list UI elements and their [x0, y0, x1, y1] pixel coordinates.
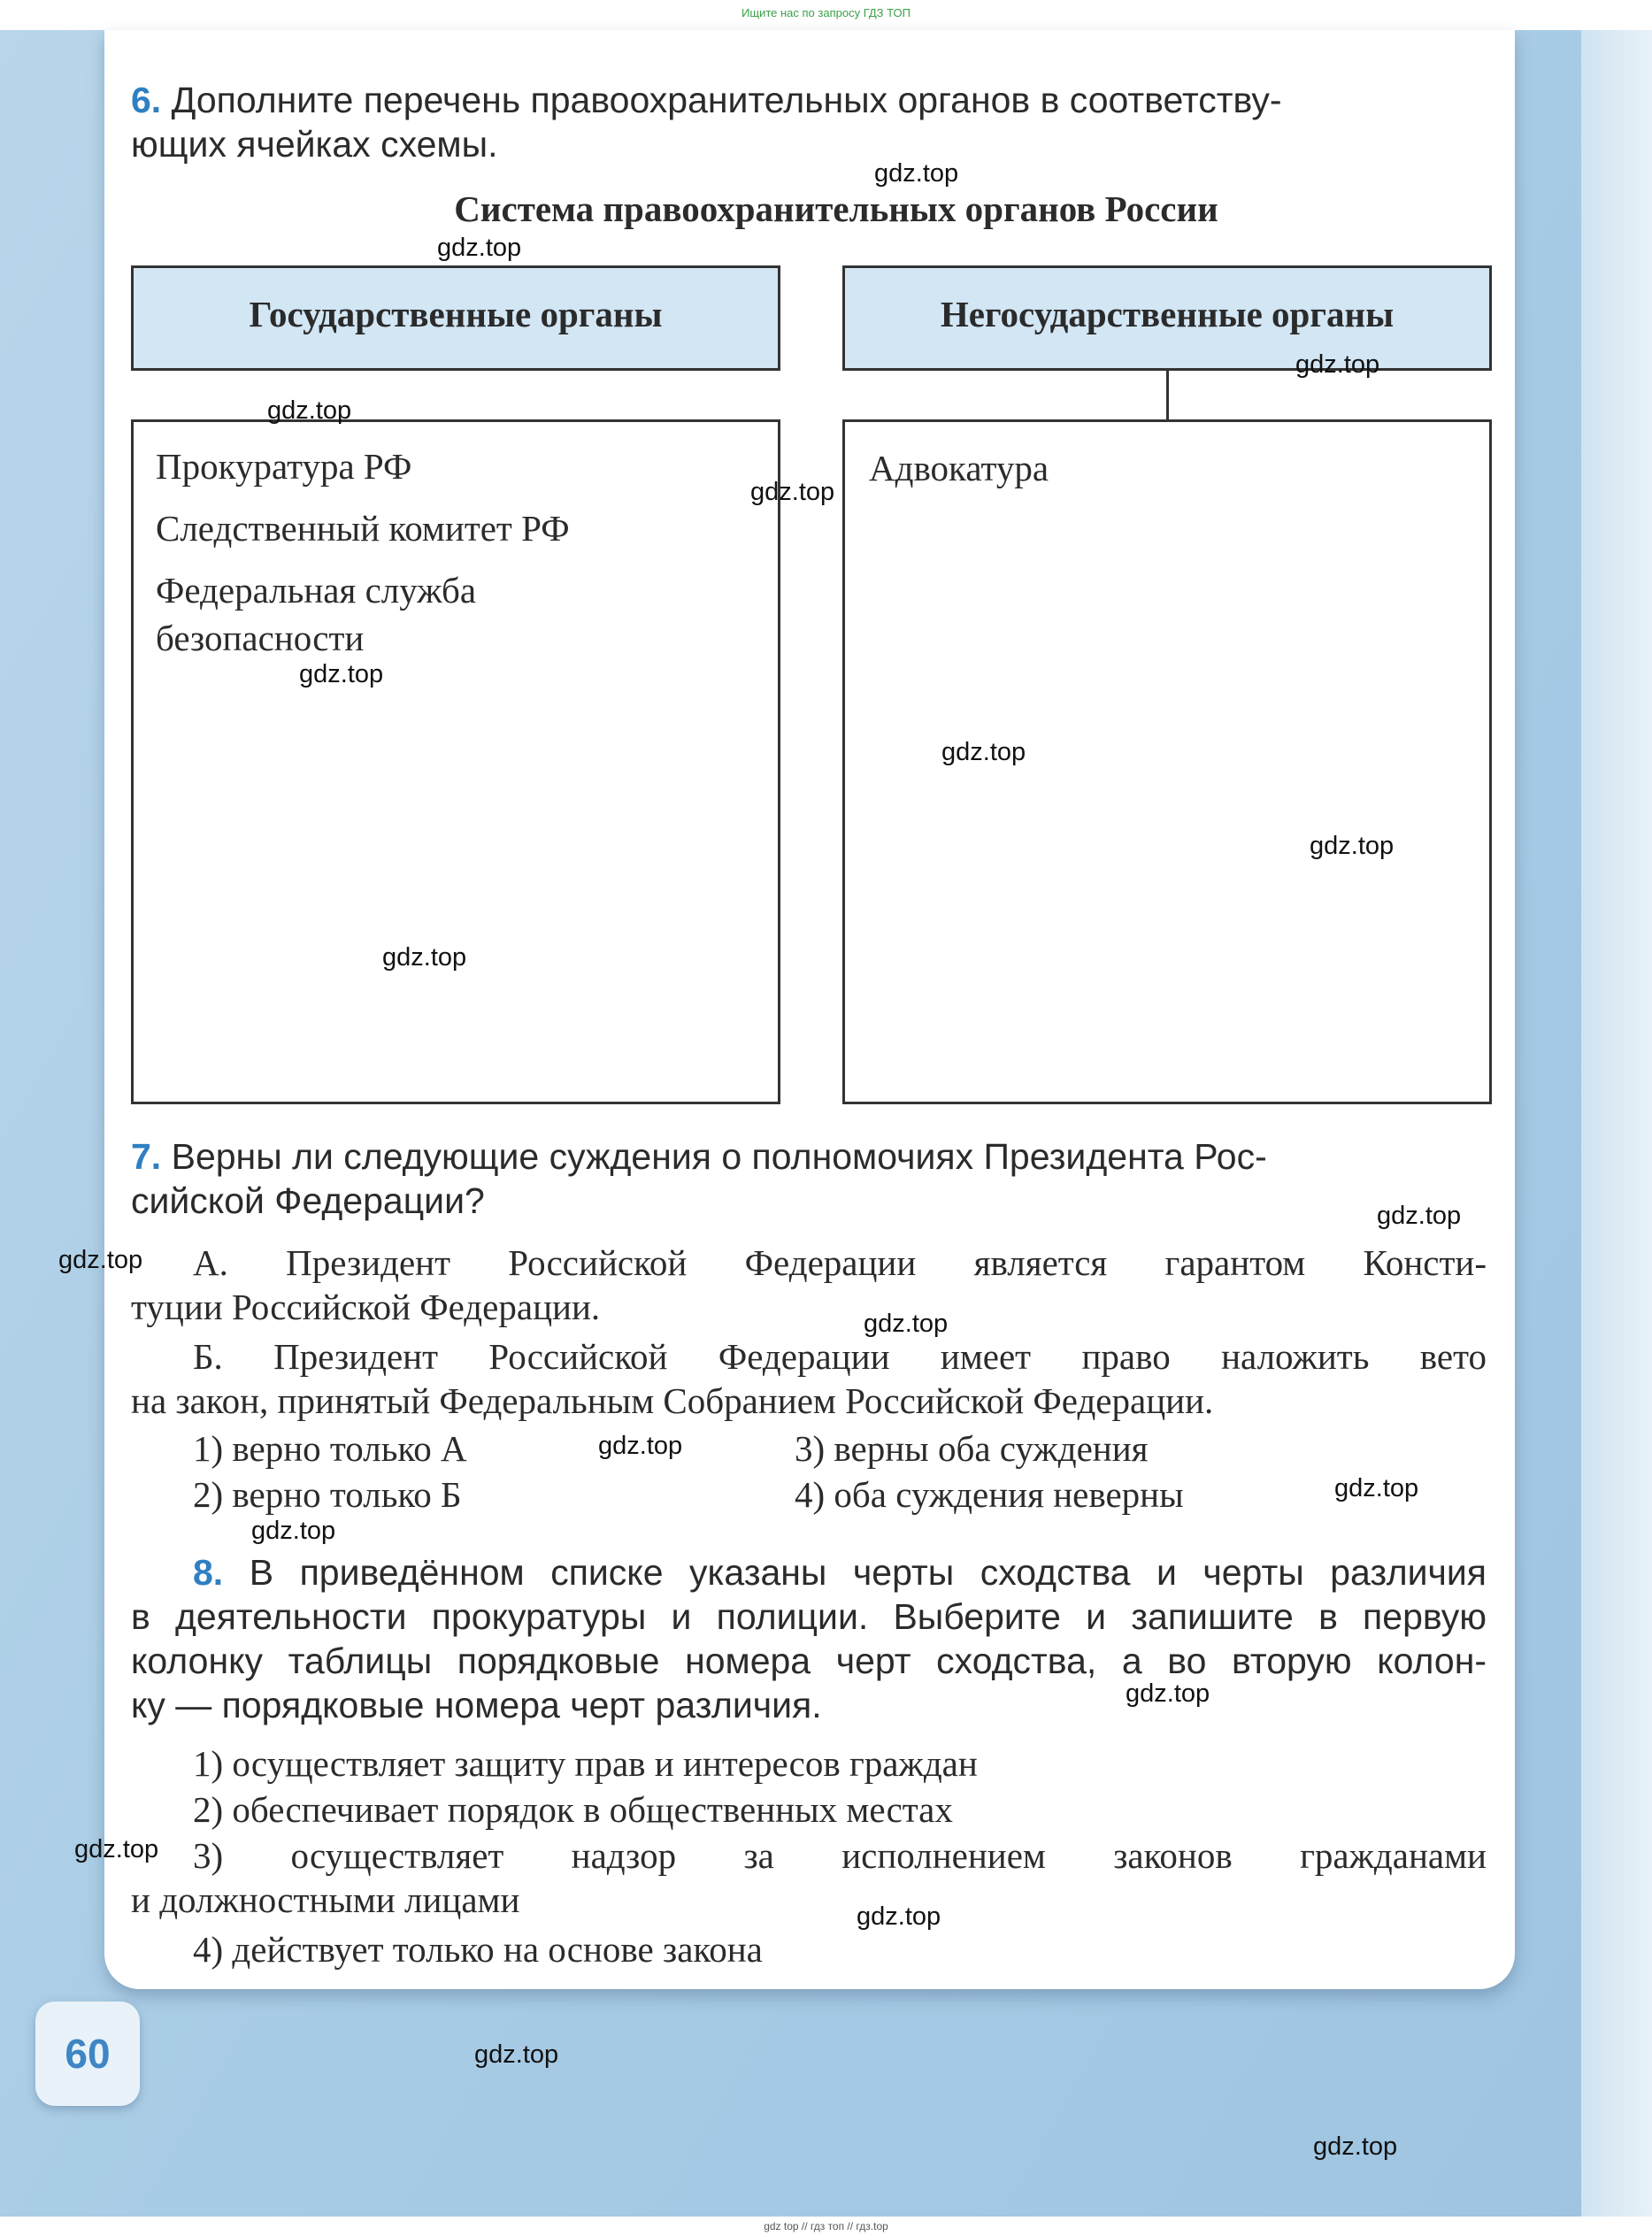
answer-option-2: 2) верно только Б — [193, 1474, 462, 1515]
nonstate-item-1: Адвокатура — [869, 448, 1049, 488]
watermark: gdz.top — [1313, 2132, 1398, 2161]
nonstate-organs-header — [842, 265, 1492, 371]
watermark: gdz.top — [437, 234, 522, 262]
state-organs-header-label: Государственные органы — [249, 294, 663, 334]
watermark: gdz.top — [74, 1835, 159, 1863]
bottom-banner: gdz top // гдз топ // гдз.top — [0, 2217, 1652, 2236]
watermark: gdz.top — [874, 159, 959, 188]
task6-text: Дополните перечень правоохранительных органов в соответству- — [171, 80, 1282, 120]
watermark: gdz.top — [474, 2040, 559, 2069]
task8-line3: колонку таблицы порядковые номера черт сходства, а во вторую колон- — [131, 1641, 1487, 1681]
watermark: gdz.top — [1334, 1474, 1419, 1502]
task8-number: 8. — [193, 1552, 224, 1593]
watermark: gdz.top — [1377, 1202, 1462, 1230]
task6-line2: ющих ячейках схемы. — [131, 124, 498, 165]
watermark: gdz.top — [382, 943, 467, 972]
watermark: gdz.top — [1310, 832, 1395, 860]
task7-number: 7. — [131, 1136, 162, 1177]
feature-item-1: 1) осуществляет защиту прав и интересов граждан — [193, 1743, 978, 1784]
feature-item-3-cont: и должностными лицами — [131, 1879, 520, 1920]
state-organs-header — [131, 265, 780, 371]
statement-b-line2: на закон, принятый Федеральным Собранием Российской Федерации. — [131, 1380, 1214, 1421]
scheme-title: Система правоохранительных органов России — [454, 188, 1218, 229]
page-number: 60 — [65, 2031, 111, 2077]
state-item-2: Следственный комитет РФ — [156, 508, 570, 549]
watermark: gdz.top — [864, 1310, 949, 1338]
task8-line4: ку — порядковые номера черт различия. — [131, 1685, 822, 1725]
state-item-3: Федеральная служба — [156, 570, 477, 611]
answer-option-3: 3) верны оба суждения — [795, 1428, 1149, 1469]
task6-line1 — [131, 78, 1282, 122]
connector-line — [1166, 371, 1169, 420]
state-item-1: Прокуратура РФ — [156, 446, 412, 487]
task8-line2: в деятельности прокуратуры и полиции. Выберите и запишите в первую — [131, 1596, 1487, 1637]
top-banner: Ищите нас по запросу ГДЗ ТОП — [0, 0, 1652, 30]
watermark: gdz.top — [750, 478, 835, 506]
answer-option-1: 1) верно только А — [193, 1428, 467, 1469]
page-edge-strip — [1581, 30, 1652, 2217]
watermark: gdz.top — [941, 738, 1026, 766]
nonstate-organs-cell — [842, 419, 1492, 1104]
task7-line1 — [131, 1134, 1267, 1179]
watermark: gdz.top — [251, 1517, 336, 1545]
statement-a-line1: А. Президент Российской Федерации является гарантом Консти- — [193, 1242, 1487, 1283]
feature-item-3: 3) осуществляет надзор за исполнением законов гражданами — [193, 1835, 1487, 1876]
statement-b-line1: Б. Президент Российской Федерации имеет право наложить вето — [193, 1336, 1487, 1377]
task6-number: 6. — [131, 80, 162, 120]
task8-text: В приведённом списке указаны черты сходства и черты различия — [249, 1552, 1487, 1593]
watermark: gdz.top — [1126, 1679, 1210, 1708]
watermark: gdz.top — [58, 1246, 143, 1274]
watermark: gdz.top — [267, 396, 352, 425]
feature-item-4: 4) действует только на основе закона — [193, 1929, 763, 1970]
state-item-3-cont: безопасности — [156, 618, 365, 658]
watermark: gdz.top — [598, 1432, 683, 1460]
statement-a-line2: туции Российской Федерации. — [131, 1287, 601, 1327]
task7-line2: сийской Федерации? — [131, 1180, 485, 1221]
answer-option-4: 4) оба суждения неверны — [795, 1474, 1184, 1515]
task7-text: Верны ли следующие суждения о полномочиях Президента Рос- — [171, 1136, 1267, 1177]
watermark: gdz.top — [857, 1902, 941, 1931]
task8-line1 — [193, 1550, 1487, 1594]
watermark: gdz.top — [1295, 350, 1380, 379]
watermark: gdz.top — [299, 660, 384, 688]
feature-item-2: 2) обеспечивает порядок в общественных местах — [193, 1789, 953, 1830]
nonstate-organs-header-label: Негосударственные органы — [940, 294, 1395, 334]
